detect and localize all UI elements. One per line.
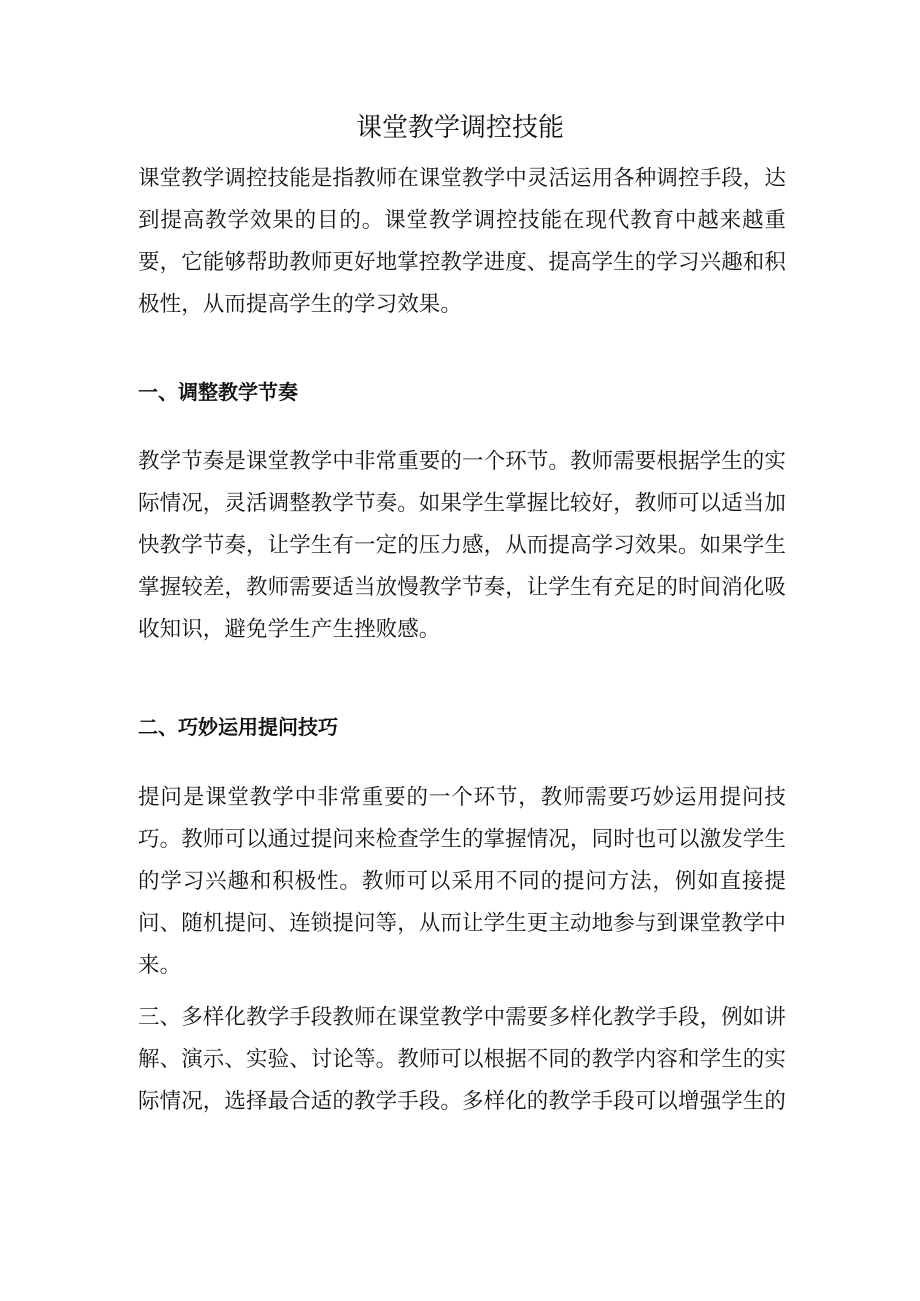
intro-paragraph: 课堂教学调控技能是指教师在课堂教学中灵活运用各种调控手段，达到提高教学效果的目的。课堂教学调控技能在现代教育中越来越重要，它能够帮助教师更好地掌控教学进度、提高学生的学习兴趣和积极性，从而提高学生的学习效果。 [138, 166, 787, 317]
section-heading-adjust-rhythm: 一、调整教学节奏 [138, 380, 298, 404]
section-body-diverse-methods: 三、多样化教学手段教师在课堂教学中需要多样化教学手段，例如讲解、演示、实验、讨论等。教师可以根据不同的教学内容和学生的实际情况，选择最合适的教学手段。多样化的教学手段可以增强学生的 [138, 1005, 787, 1114]
section-body-adjust-rhythm: 教学节奏是课堂教学中非常重要的一个环节。教师需要根据学生的实际情况，灵活调整教学节奏。如果学生掌握比较好，教师可以适当加快教学节奏，让学生有一定的压力感，从而提高学习效果。如果学生掌握较差，教师需要适当放慢教学节奏，让学生有充足的时间消化吸收知识，避免学生产生挫败感。 [138, 449, 787, 642]
page-title: 课堂教学调控技能 [355, 113, 564, 143]
section-heading-questioning: 二、巧妙运用提问技巧 [138, 715, 338, 739]
section-body-questioning: 提问是课堂教学中非常重要的一个环节，教师需要巧妙运用提问技巧。教师可以通过提问来检查学生的掌握情况，同时也可以激发学生的学习兴趣和积极性。教师可以采用不同的提问方法，例如直接提问、随机提问、连锁提问等，从而让学生更主动地参与到课堂教学中来。 [138, 785, 787, 978]
